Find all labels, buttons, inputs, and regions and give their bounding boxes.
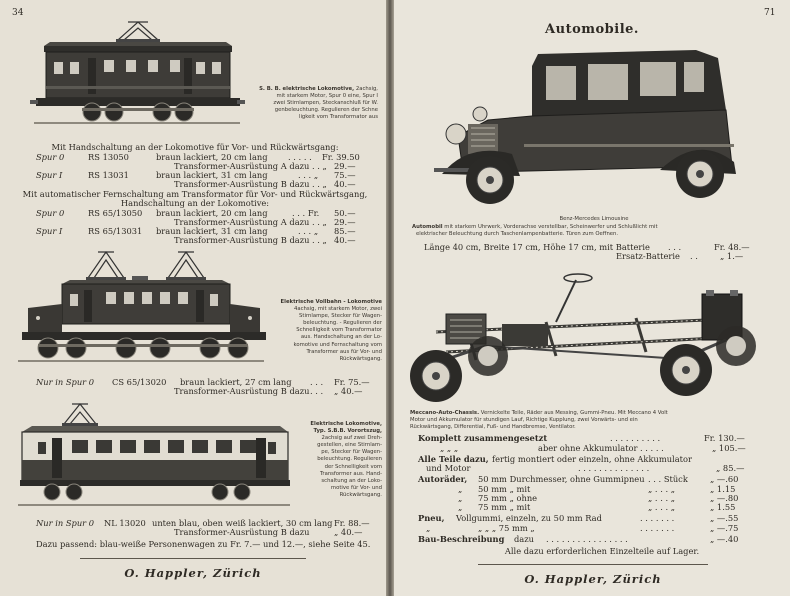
price-row: Transformer-Ausrüstung B dazu . . . „ 40.— <box>174 386 363 396</box>
caption-line: Transformer aus. Hand- <box>319 470 382 477</box>
caption-line: Typ. S.B.B. Vorortszug, <box>313 428 382 435</box>
price-row: „ „ „ aber ohne Akkumulator . . . . . „ 105.— <box>440 443 746 453</box>
page-number: 34 <box>12 8 24 18</box>
caption-line: elektrischer Beleuchtung durch Taschenlampenbatterie. Türen zum Oeffnen. <box>416 231 619 238</box>
caption-line: mit starkem Motor, Spur 0 eine, Spur I <box>276 93 378 100</box>
price-row: Pneu, Vollgummi, einzeln, zu 50 mm Rad . . . . . . . „ —.55 <box>418 513 739 523</box>
loco1-heading3: Handschaltung an der Lokomotive: <box>120 198 270 208</box>
caption-line: der Schnelligkeit vom <box>324 463 382 470</box>
publisher-footer: O. Happler, Zürich <box>124 566 262 580</box>
price-row: Spur 0 RS 65/13050 braun lackiert, 20 cm lang . . . Fr. 50.— <box>36 208 356 218</box>
price-row: und Motor . . . . . . . . . . . . . . „ 85.— <box>426 463 745 473</box>
caption-line: ligkeit vom Transformator aus <box>298 114 378 121</box>
caption-line: Meccano-Auto-Chassis. Vernickelte Teile, Räder aus Messing, Gummi-Pneu. Mit Meccano 4 Volt <box>410 410 668 416</box>
price-row: Transformer-Ausrüstung A dazu . . „ 29.— <box>174 217 356 227</box>
right-page <box>394 0 790 596</box>
price-row: „ 75 mm „ mit „ . . . „ „ 1.55 <box>458 502 736 512</box>
price-row: Nur in Spur 0 NL 13020 unten blau, oben weiß lackiert, 30 cm lang Fr. 88.— <box>36 518 370 528</box>
caption-line: pe, Stecker für Wagen- <box>321 449 382 456</box>
caption-line: genbeleuchtung. Regulieren der Schne <box>274 107 378 114</box>
price-row: Autoräder, 50 mm Durchmesser, ohne Gummipneu . . . Stück „ —.60 <box>418 474 739 484</box>
price-row: Transformer-Ausrüstung A dazu . . „ 29.— <box>174 161 356 171</box>
price-row: Transformer-Ausrüstung B dazu „ 40.— <box>174 527 363 537</box>
car-caption <box>412 224 772 238</box>
price-row: Ersatz-Batterie . . „ 1.— <box>616 251 744 261</box>
coach-note: Dazu passend: blau-weiße Personenwagen zu Fr. 7.— und 12.—, siehe Seite 45. <box>36 539 371 549</box>
price-row: „ 75 mm „ ohne „ . . . „ „ —.80 <box>458 493 739 503</box>
price-row: Spur I RS 65/13031 braun lackiert, 31 cm lang . . . „ 85.— <box>36 226 356 236</box>
caption-line: Rückwärtsgang, Differential, Fuß- und Handbremse, Ventilator. <box>410 424 576 431</box>
page-number: 71 <box>764 8 776 18</box>
loco1-caption <box>238 86 378 121</box>
caption-line: S. B. B. elektrische Lokomotive, 2achsig, <box>259 86 378 92</box>
coach-caption <box>292 421 382 499</box>
chassis-caption <box>410 410 774 431</box>
caption-line: gestellen, eine Stirnlam- <box>317 442 382 449</box>
footer-rule <box>478 564 708 565</box>
vollbahn-locomotive-illustration <box>14 248 266 368</box>
price-row: „ „ „ „ 75 mm „ . . . . . . . „ —.75 <box>426 523 739 533</box>
price-row: Bau-Beschreibung dazu . . . . . . . . . . . . . . . . „ —.40 <box>418 534 739 544</box>
vorortszug-illustration <box>16 398 292 514</box>
book-gutter <box>386 0 394 596</box>
caption-line: beleuchtung. - Regulieren der <box>303 320 382 327</box>
price-row: „ 50 mm „ mit „ . . . „ „ 1.15 <box>458 484 736 494</box>
caption-line: Transformer aus für Vor- und <box>306 348 382 355</box>
caption-line: schaltung an der Loko- <box>321 477 382 484</box>
price-row: Spur I RS 13031 braun lackiert, 31 cm lang . . . „ 75.— <box>36 170 356 180</box>
price-row: Alle Teile dazu, fertig montiert oder einzeln, ohne Akkumulator <box>418 454 692 464</box>
price-row: Komplett zusammengesetzt . . . . . . . . . . Fr. 130.— <box>418 433 745 443</box>
loco1-heading2: Mit automatischer Fernschaltung am Transformator für Vor- und Rückwärtsgang, <box>22 189 368 199</box>
left-page <box>0 0 386 596</box>
price-row: Spur 0 RS 13050 braun lackiert, 20 cm lang . . . . . Fr. 39.50 <box>36 152 360 162</box>
car-label: Benz-Mercedes Limousine <box>559 216 629 222</box>
caption-line: Rückwärtsgang. <box>339 491 382 498</box>
chassis-note: Alle dazu erforderlichen Einzelteile auf Lager. <box>504 546 700 556</box>
sbb-locomotive-illustration <box>30 18 245 136</box>
page-title: Automobile. <box>545 22 639 37</box>
caption-line: Rückwärtsgang. <box>339 355 382 362</box>
caption-line: Schnelligkeit vom Transformator <box>296 327 382 334</box>
meccano-chassis-illustration <box>406 266 770 408</box>
price-row: Transformer-Ausrüstung B dazu . . „ 40.— <box>174 179 356 189</box>
caption-line: Automobil mit starkem Uhrwerk, Vorderachse verstellbar, Scheinwerfer und Schlußlicht mit <box>412 224 658 230</box>
limousine-illustration <box>428 44 746 212</box>
caption-line: Elektrische Vollbahn - Lokomotive <box>280 299 382 305</box>
caption-line: Motor und Akkumulator für stundigen Lauf, Richtige Kupplung, zwei Vorwärts- und ein <box>410 417 638 424</box>
caption-line: 2achsig auf zwei Dreh- <box>321 435 382 442</box>
price-row: Länge 40 cm, Breite 17 cm, Höhe 17 cm, mit Batterie . . . Fr. 48.— <box>424 242 750 252</box>
caption-line: zwei Stirnlampen, Steckanschluß für W. <box>273 100 378 107</box>
caption-line: beleuchtung. Regulieren <box>317 456 382 463</box>
caption-line: motive für Vor- und <box>330 484 382 491</box>
caption-line: Stirnlampe, Stecker für Wagen- <box>299 313 382 320</box>
publisher-footer: O. Happler, Zürich <box>524 572 662 586</box>
price-row: Transformer-Ausrüstung B dazu . . „ 40.— <box>174 235 356 245</box>
caption-line: Elektrische Lokomotive, <box>310 421 382 427</box>
loco2-caption <box>262 299 382 363</box>
loco1-heading: Mit Handschaltung an der Lokomotive für Vor- und Rückwärtsgang: <box>51 142 339 152</box>
caption-line: 4achsig, mit starkem Motor, zwei <box>294 306 382 313</box>
footer-rule <box>80 558 306 559</box>
caption-line: komotive und Fernschaltung vom <box>293 341 382 348</box>
caption-line: aus. Handschaltung an der Lo- <box>300 334 382 341</box>
price-row: Nur in Spur 0 CS 65/13020 braun lackiert, 27 cm lang . . . Fr. 75.— <box>36 377 370 387</box>
